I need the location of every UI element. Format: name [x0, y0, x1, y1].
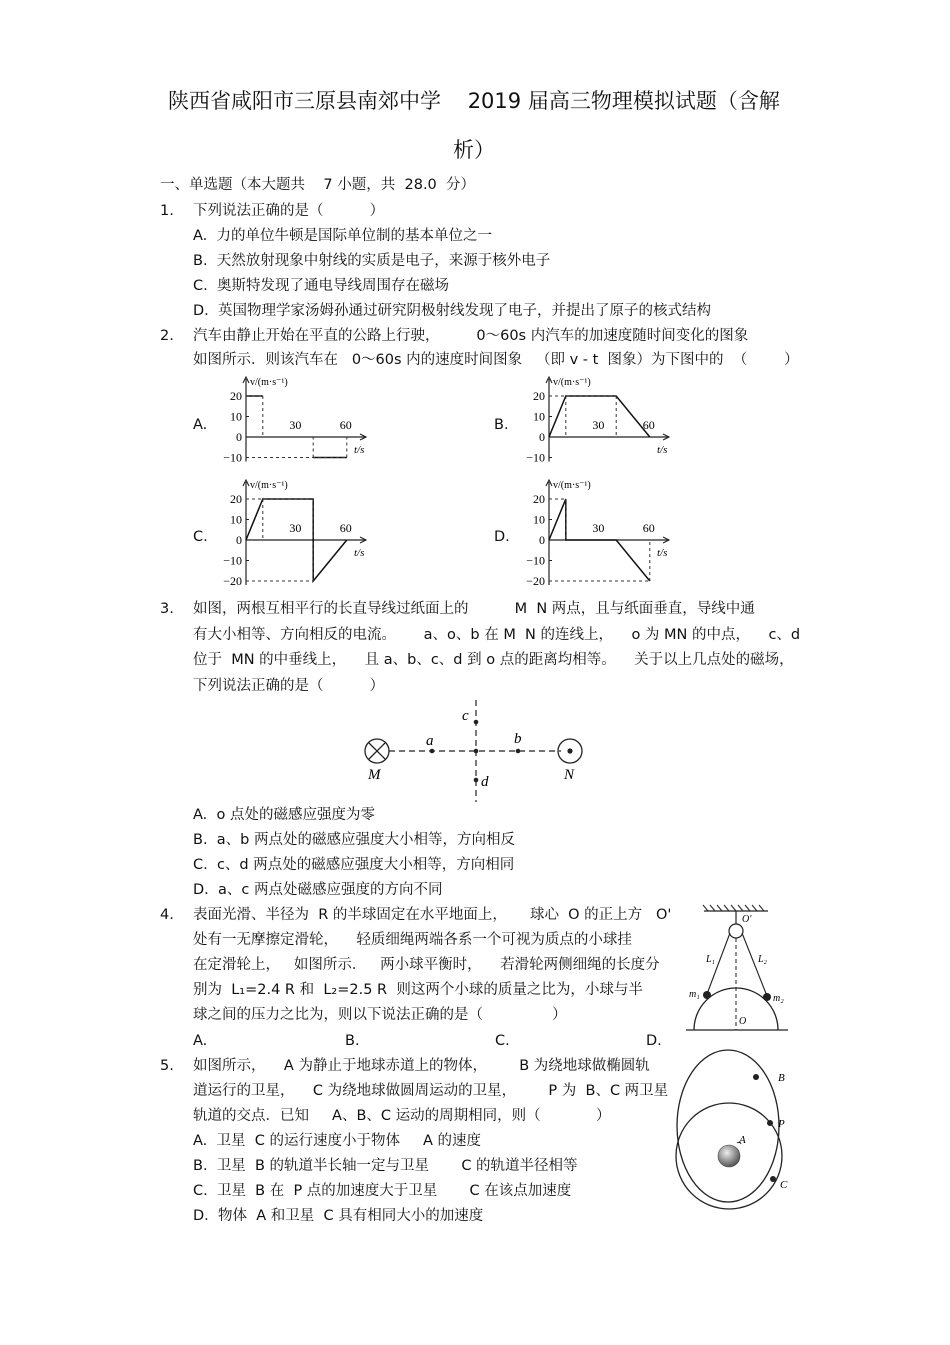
y-tick-label: −10 — [526, 553, 545, 568]
q3-stem-line4: 下列说法正确的是（ ） — [193, 678, 385, 694]
y-tick-label: −20 — [526, 574, 545, 588]
x-tick-label: 30 — [289, 521, 302, 535]
label-b: B — [778, 1072, 785, 1084]
y-axis-label: v/(m·s⁻¹) — [553, 480, 591, 491]
page-title: 陕西省咸阳市三原县南郊中学 2019 届高三物理模拟试题（含解 — [168, 89, 780, 113]
y-tick-label: 0 — [539, 430, 545, 444]
y-tick-label: 20 — [533, 492, 545, 506]
ball-m2 — [763, 993, 771, 1001]
q5-stem-line1: 如图所示， A 为静止于地球赤道上的物体， B 为绕地球做椭圆轨 — [193, 1058, 650, 1074]
q2-stem-line1: 汽车由静止开始在平直的公路上行驶， 0～60s 内汽车的加速度随时间变化的图象 — [193, 328, 749, 344]
x-tick-label: 30 — [289, 418, 302, 432]
q3-stem-line3: 位于 MN 的中垂线上， 且 a、b、c、d 到 o 点的距离均相等。 关于以上几点处的磁场， — [193, 652, 794, 668]
label-a: a — [426, 733, 434, 749]
q5-number: 5. — [160, 1058, 174, 1074]
vt-graph-d — [515, 476, 685, 594]
q4-hemisphere-figure — [682, 900, 792, 1036]
label-o: O — [739, 1016, 747, 1027]
q4-stem-line2: 处有一无摩擦定滑轮， 轻质细绳两端各系一个可视为质点的小球挂 — [193, 932, 632, 948]
label-o-prime: O' — [742, 914, 752, 925]
q4-option-d: D. — [646, 1033, 662, 1049]
y-tick-label: 20 — [230, 389, 242, 403]
q5-stem-line2: 道运行的卫星， C 为绕地球做圆周运动的卫星， P 为 B、C 两卫星 — [193, 1083, 669, 1099]
y-tick-label: 10 — [230, 409, 242, 424]
vt-graph-b — [515, 373, 685, 471]
q3-number: 3. — [160, 601, 174, 617]
x-axis-label: t/s — [657, 444, 668, 456]
q3-option-c: C. c、d 两点处的磁感应强度大小相等，方向相同 — [193, 857, 515, 873]
q2-label-b: B. — [494, 417, 509, 433]
vt-graph-c — [212, 476, 382, 594]
point-b — [516, 749, 521, 754]
label-l1: L₁ — [706, 954, 716, 965]
x-tick-label: 30 — [592, 521, 605, 535]
point-a — [430, 749, 435, 754]
ball-m1 — [703, 991, 711, 999]
x-tick-label: 30 — [592, 418, 605, 432]
q5-orbit-figure — [668, 1048, 798, 1218]
q5-stem-line3: 轨道的交点．已知 A、B、C 运动的周期相同，则（ ） — [193, 1108, 611, 1124]
y-axis-label: v/(m·s⁻¹) — [553, 377, 591, 388]
q5-option-b: B. 卫星 B 的轨道半长轴一定与卫星 C 的轨道半径相等 — [193, 1158, 578, 1174]
orbit-b-ellipse — [677, 1050, 779, 1202]
vt-graph-a — [212, 373, 382, 471]
q4-option-b: B. — [345, 1033, 360, 1049]
x-tick-label: 60 — [642, 418, 655, 432]
y-tick-label: 0 — [236, 533, 242, 547]
q1-option-d: D. 英国物理学家汤姆孙通过研究阴极射线发现了电子，并提出了原子的核式结构 — [193, 303, 711, 319]
q4-option-a: A. — [193, 1033, 208, 1049]
y-axis-label: v/(m·s⁻¹) — [250, 480, 288, 491]
q2-label-a: A. — [193, 417, 208, 433]
q3-option-a: A. o 点处的磁感应强度为零 — [193, 807, 375, 823]
label-n: N — [564, 767, 575, 783]
q4-stem-line4: 别为 L₁=2.4 R 和 L₂=2.5 R 则这两个小球的质量之比为，小球与半 — [193, 982, 643, 998]
q3-wires-figure — [355, 700, 595, 804]
x-tick-label: 60 — [339, 418, 352, 432]
q1-option-c: C. 奥斯特发现了通电导线周围存在磁场 — [193, 278, 449, 294]
satellite-c — [770, 1176, 776, 1182]
y-tick-label: −10 — [223, 553, 242, 568]
section-heading: 一、单选题（本大题共 7 小题，共 28.0 分） — [160, 177, 475, 193]
x-axis-label: t/s — [354, 547, 365, 559]
x-tick-label: 60 — [339, 521, 352, 535]
q4-stem-line1: 表面光滑、半径为 R 的半球固定在水平地面上， 球心 O 的正上方 O' — [193, 907, 672, 923]
q1-option-b: B. 天然放射现象中射线的实质是电子，来源于核外电子 — [193, 253, 551, 269]
point-c — [474, 720, 479, 725]
q3-option-b: B. a、b 两点处的磁感应强度大小相等，方向相反 — [193, 832, 515, 848]
y-axis-label: v/(m·s⁻¹) — [250, 377, 288, 388]
y-tick-label: 10 — [230, 512, 242, 527]
earth-icon — [718, 1145, 740, 1167]
label-a: A — [739, 1134, 746, 1146]
q3-stem-line2: 有大小相等、方向相反的电流。 a、o、b 在 M N 的连线上， o 为 MN 的中点， c、d — [193, 627, 801, 643]
y-tick-label: 10 — [533, 512, 545, 527]
q2-number: 2. — [160, 328, 174, 344]
satellite-b — [753, 1074, 759, 1080]
y-tick-label: 0 — [236, 430, 242, 444]
pulley-icon — [729, 924, 743, 938]
point-o — [474, 749, 479, 754]
q5-option-d: D. 物体 A 和卫星 C 具有相同大小的加速度 — [193, 1208, 484, 1224]
label-c: c — [462, 708, 469, 724]
q2-label-d: D. — [494, 529, 510, 545]
x-axis-label: t/s — [657, 547, 668, 559]
y-tick-label: −20 — [223, 574, 242, 588]
q1-option-a: A. 力的单位牛顿是国际单位制的基本单位之一 — [193, 228, 492, 244]
label-m1: m₁ — [689, 989, 700, 1000]
y-tick-label: 0 — [539, 533, 545, 547]
label-b: b — [514, 731, 522, 747]
label-m2: m₂ — [773, 993, 784, 1004]
label-c: C — [780, 1179, 788, 1191]
x-axis-label: t/s — [354, 444, 365, 456]
q1-number: 1. — [160, 203, 174, 219]
label-d: d — [481, 774, 489, 790]
point-p — [767, 1120, 773, 1126]
q2-stem-line2: 如图所示．则该汽车在 0～60s 内的速度时间图象 （即 v - t 图象）为下图中的 （ ） — [193, 352, 799, 368]
q2-label-c: C. — [193, 529, 208, 545]
q4-number: 4. — [160, 907, 174, 923]
q3-stem-line1: 如图，两根互相平行的长直导线过纸面上的 M N 两点，且与纸面垂直，导线中通 — [193, 601, 755, 617]
q4-option-c: C. — [495, 1033, 510, 1049]
y-tick-label: −10 — [526, 450, 545, 465]
y-tick-label: 20 — [230, 492, 242, 506]
q5-option-c: C. 卫星 B 在 P 点的加速度大于卫星 C 在该点加速度 — [193, 1183, 572, 1199]
point-d — [474, 778, 479, 783]
y-tick-label: −10 — [223, 450, 242, 465]
q3-option-d: D. a、c 两点处磁感应强度的方向不同 — [193, 882, 443, 898]
q4-stem-line3: 在定滑轮上， 如图所示． 两小球平衡时， 若滑轮两侧细绳的长度分 — [193, 957, 660, 973]
x-tick-label: 60 — [642, 521, 655, 535]
label-p: P — [778, 1118, 785, 1130]
q4-stem-line5: 球之间的压力之比为，则以下说法正确的是（ ） — [193, 1007, 567, 1023]
label-m: M — [368, 767, 381, 783]
y-tick-label: 10 — [533, 409, 545, 424]
y-tick-label: 20 — [533, 389, 545, 403]
q1-stem: 下列说法正确的是（ ） — [193, 203, 385, 219]
q5-option-a: A. 卫星 C 的运行速度小于物体 A 的速度 — [193, 1133, 482, 1149]
page-title-cont: 析） — [453, 138, 495, 162]
label-l2: L₂ — [758, 954, 768, 965]
